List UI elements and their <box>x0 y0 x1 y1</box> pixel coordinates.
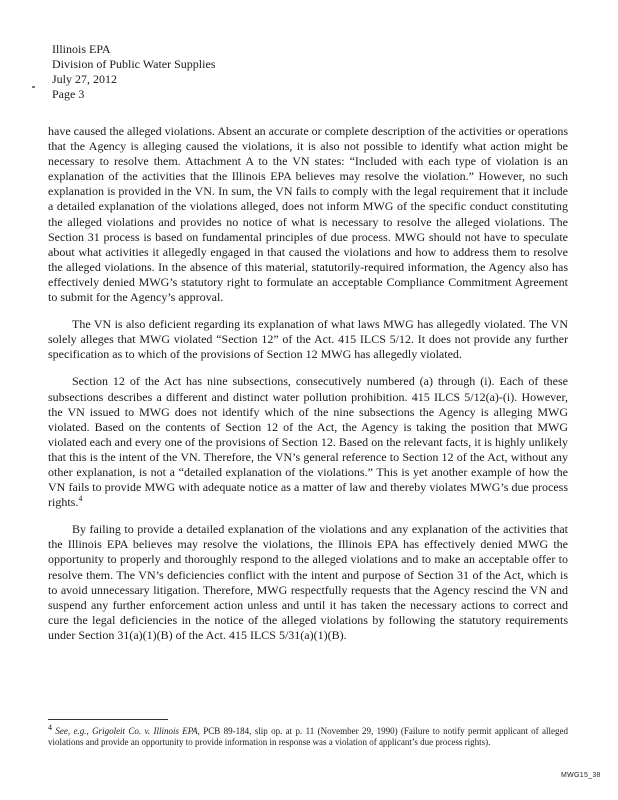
paragraph-2: The VN is also deficient regarding its explanation of what laws MWG has allegedly violated. The VN solely alleges that MWG violated “Section 12” of the Act. 415 ILCS 5/12. It does not provide any further specification as to which of the provisions of Section 12 MWG has allegedly violated. <box>48 317 568 362</box>
paragraph-1: have caused the alleged violations. Absent an accurate or complete description of the activities or operations that the Agency is alleging caused the violations, it is also not possible to identify what action might be necessary to resolve them. Attachment A to the VN states: “Included with each type of violation is an explanation of the activities that the Illinois EPA believes may resolve the violation.” However, no such explanation is provided in the VN. In sum, the VN fails to comply with the legal requirement that it include a detailed explanation of the violations alleged, does not inform MWG of the specific conduct constituting the alleged violations and provides no notice of what is necessary to resolve the alleged violations. The Section 31 process is based on fundamental principles of due process. MWG should not have to speculate about what activities it allegedly engaged in that caused the violations and how to address them to resolve the alleged violations. In the absence of this material, statutorily-required information, the Agency also has effectively denied MWG’s statutory right to formulate an acceptable Compliance Commitment Agreement to submit for the Agency’s approval. <box>48 124 568 305</box>
paragraph-3 <box>48 374 568 510</box>
letter-date: July 27, 2012 <box>52 72 118 86</box>
letter-body <box>48 124 568 655</box>
letter-header <box>52 42 215 102</box>
addressee: Illinois EPA <box>52 42 111 56</box>
footnote-citation: , PCB 89-184, slip op. at p. 11 (November 29, 1990) (Failure to notify permit applicant of alleged violations and provide an opportunity to provide information in response was a violation of applicant’s due process rights). <box>48 726 569 747</box>
paragraph-3-text: Section 12 of the Act has nine subsections, consecutively numbered (a) through (i). Each of these subsections describes a different and distinct water pollution prohibition. 415 ILCS 5/12(a)-(i). However, the VN issued to MWG does not identify which of the nine subsections the Agency is alleging MWG violated. Based on the contents of Section 12 of the Act, the Agency is taking the position that MWG violated each and every one of the provisions of Section 12. Based on the relevant facts, it is highly unlikely that this is the intent of the VN. Therefore, the VN’s general reference to Section 12 of the Act, without any other explanation, is not a “detailed explanation of the violations.” This is yet another example of how the VN fails to provide MWG with adequate notice as a matter of law and thereby violates MWG’s due process rights. <box>48 374 568 510</box>
scan-speck <box>32 86 35 88</box>
footnote-number: 4 <box>48 723 52 732</box>
page-number: Page 3 <box>52 87 85 101</box>
footnote-separator <box>48 719 168 720</box>
paragraph-4: By failing to provide a detailed explanation of the violations and any explanation of the activities that the Illinois EPA believes may resolve the violations, the Illinois EPA has effectively denied MWG the opportunity to properly and thoroughly respond to the alleged violations and to make an acceptable offer to resolve them. The VN’s deficiencies conflict with the intent and purpose of Section 31 of the Act, which is to avoid unnecessary litigation. Therefore, MWG respectfully requests that the Agency rescind the VN and suspend any further enforcement action unless and until it has taken the necessary actions to correct and cure the legal deficiencies in the notice of the alleged violations by following the statutory requirements under Section 31(a)(1)(B) of the Act. 415 ILCS 5/31(a)(1)(B). <box>48 522 568 642</box>
footnote-reference: 4 <box>78 494 83 504</box>
bates-number: MWG15_38 <box>561 772 601 779</box>
footnote <box>48 723 569 748</box>
footnote-signal: See, e.g., <box>55 726 89 736</box>
division-name: Division of Public Water Supplies <box>52 57 216 71</box>
footnote-case-name: Grigoleit Co. v. Illinois EPA <box>92 726 198 736</box>
